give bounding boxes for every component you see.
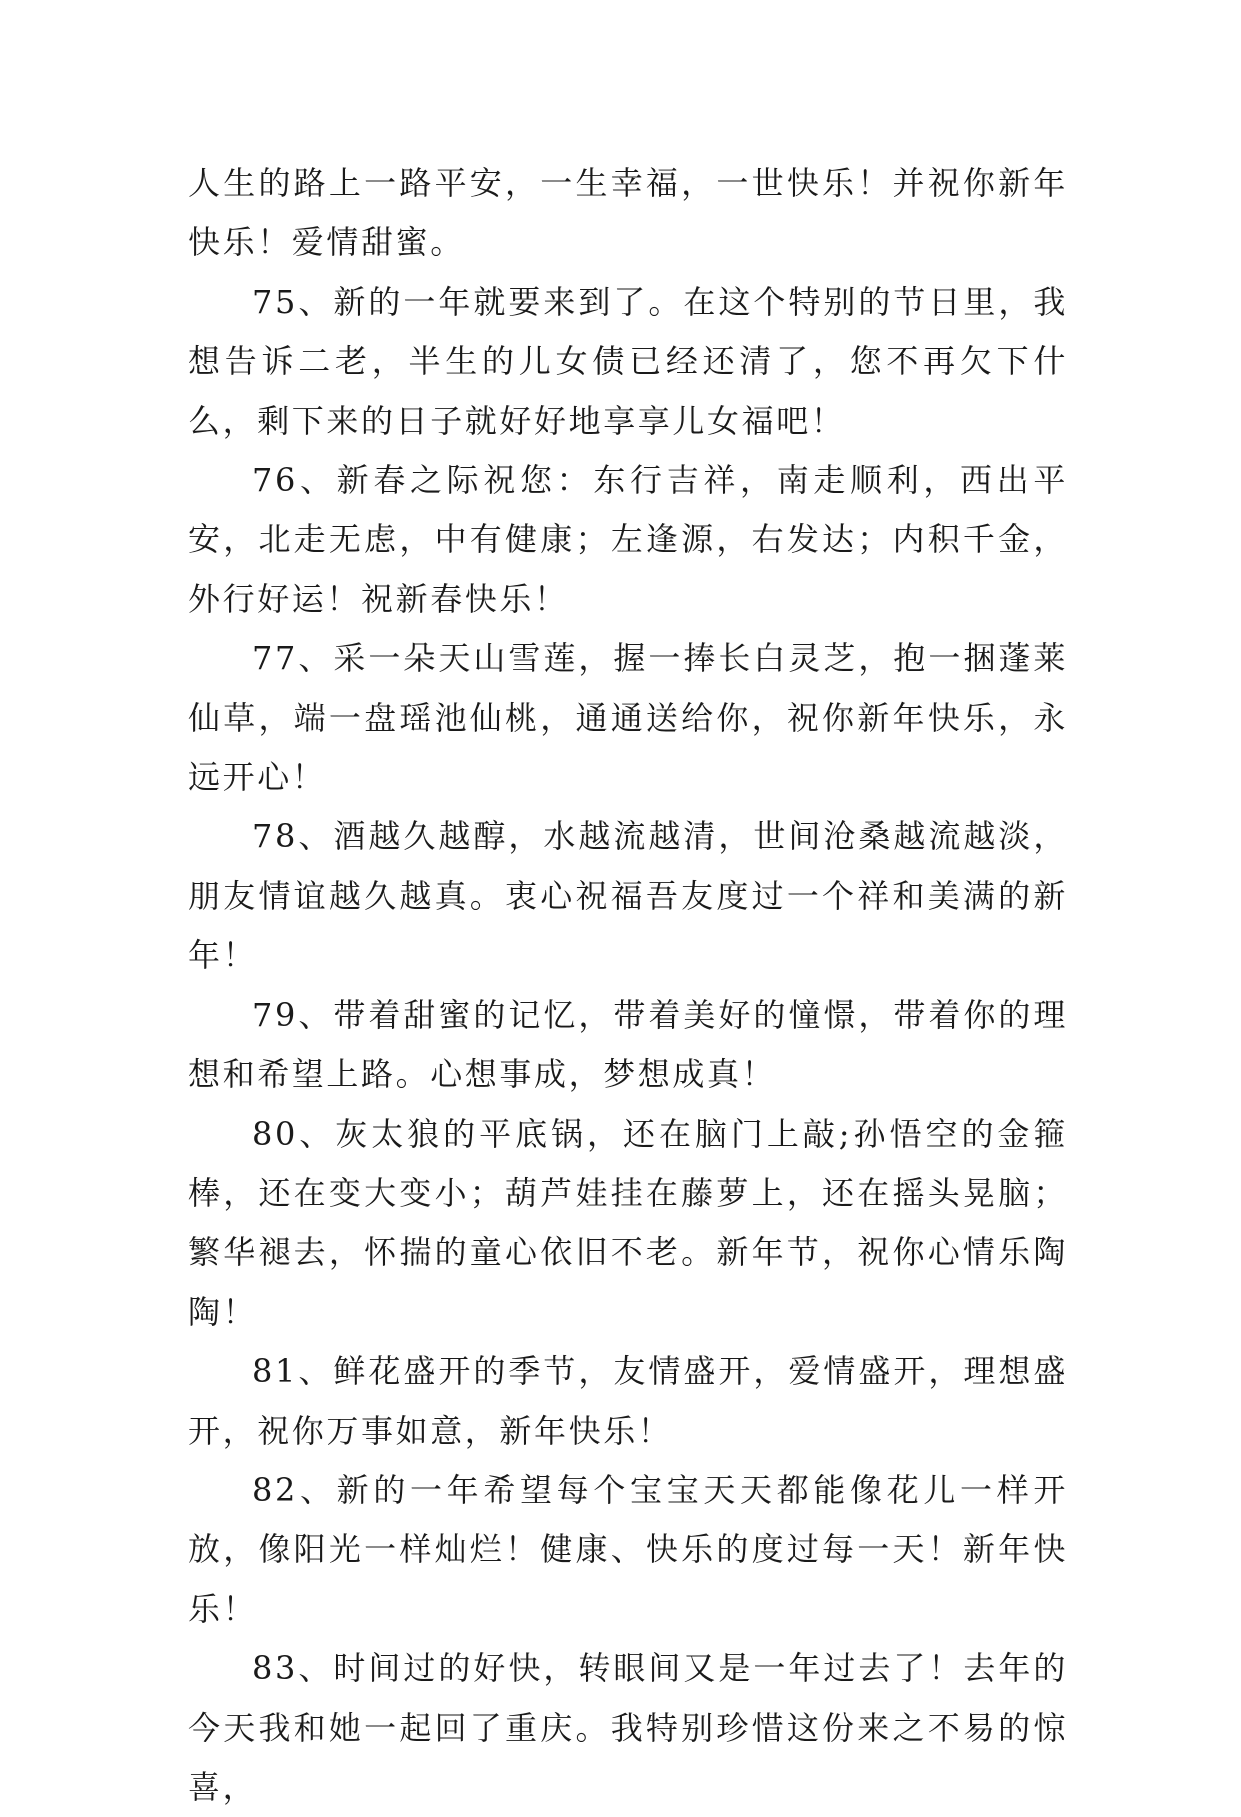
paragraph-78: 78、酒越久越醇，水越流越清，世间沧桑越流越淡，朋友情谊越久越真。衷心祝福吾友度过一个祥和美满的新年！ — [188, 817, 1068, 975]
paragraph-79: 79、带着甜蜜的记忆，带着美好的憧憬，带着你的理想和希望上路。心想事成，梦想成真！ — [188, 995, 1068, 1094]
paragraph-80: 80、灰太狼的平底锅，还在脑门上敲;孙悟空的金箍棒，还在变大变小；葫芦娃挂在藤萝上，还在摇头晃脑；繁华褪去，怀揣的童心依旧不老。新年节，祝你心情乐陶陶！ — [188, 1114, 1068, 1331]
paragraph-continuation: 人生的路上一路平安，一生幸福，一世快乐！并祝你新年快乐！爱情甜蜜。 — [188, 164, 1068, 262]
paragraph-76: 76、新春之际祝您：东行吉祥，南走顺利，西出平安，北走无虑，中有健康；左逢源，右发达；内积千金，外行好运！祝新春快乐！ — [188, 461, 1068, 618]
paragraph-82: 82、新的一年希望每个宝宝天天都能像花儿一样开放，像阳光一样灿烂！健康、快乐的度过每一天！新年快乐！ — [188, 1470, 1068, 1628]
paragraph-75: 75、新的一年就要来到了。在这个特别的节日里，我想告诉二老，半生的儿女债已经还清了，您不再欠下什么，剩下来的日子就好好地享享儿女福吧！ — [188, 282, 1068, 440]
paragraph-77: 77、采一朵天山雪莲，握一捧长白灵芝，抱一捆蓬莱仙草，端一盘瑶池仙桃，通通送给你，祝你新年快乐，永远开心！ — [188, 639, 1068, 797]
paragraph-81: 81、鲜花盛开的季节，友情盛开，爱情盛开，理想盛开，祝你万事如意，新年快乐！ — [188, 1352, 1068, 1450]
document-body — [188, 154, 1068, 1817]
paragraph-83: 83、时间过的好快，转眼间又是一年过去了！去年的今天我和她一起回了重庆。我特别珍惜这份来之不易的惊喜， — [188, 1649, 1068, 1806]
